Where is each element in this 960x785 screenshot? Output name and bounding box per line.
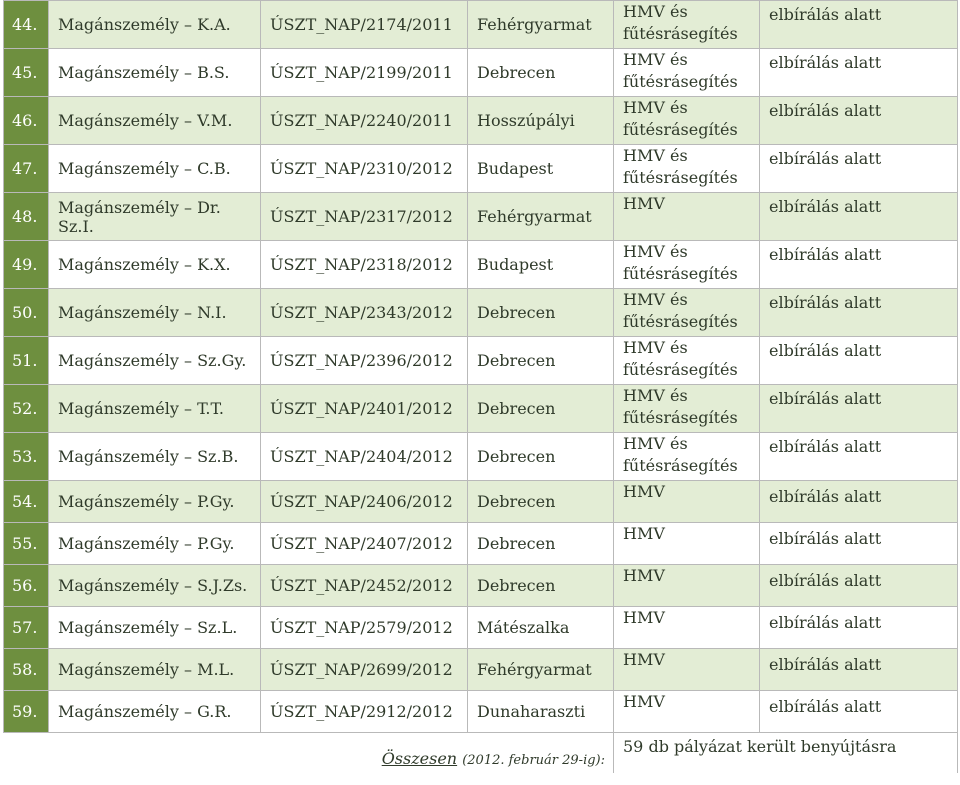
row-number: 44. bbox=[4, 1, 49, 49]
reference-code: ÚSZT_NAP/2317/2012 bbox=[261, 193, 468, 241]
status: elbírálás alatt bbox=[760, 337, 958, 385]
applicant-name: Magánszemély – V.M. bbox=[49, 97, 261, 145]
applicant-name: Magánszemély – Sz.Gy. bbox=[49, 337, 261, 385]
total-label: Összesen bbox=[381, 748, 458, 768]
total-date: (2012. február 29-ig): bbox=[462, 752, 605, 768]
row-number: 46. bbox=[4, 97, 49, 145]
city: Budapest bbox=[468, 145, 614, 193]
city: Mátészalka bbox=[468, 607, 614, 649]
table-row bbox=[4, 385, 958, 433]
row-number: 48. bbox=[4, 193, 49, 241]
applicant-name: Magánszemély – N.I. bbox=[49, 289, 261, 337]
row-number: 45. bbox=[4, 49, 49, 97]
table-row bbox=[4, 1, 958, 49]
system-type: HMV bbox=[614, 565, 760, 607]
table-row bbox=[4, 193, 958, 241]
total-label-cell bbox=[261, 733, 614, 773]
applicant-name: Magánszemély – B.S. bbox=[49, 49, 261, 97]
row-number: 59. bbox=[4, 691, 49, 733]
status: elbírálás alatt bbox=[760, 607, 958, 649]
system-type: HMV bbox=[614, 481, 760, 523]
row-number: 57. bbox=[4, 607, 49, 649]
city: Fehérgyarmat bbox=[468, 649, 614, 691]
applications-table bbox=[3, 0, 958, 773]
city: Debrecen bbox=[468, 337, 614, 385]
system-type: HMV és fűtésrásegítés bbox=[614, 433, 760, 481]
total-spacer bbox=[4, 733, 261, 773]
applicant-name: Magánszemély – G.R. bbox=[49, 691, 261, 733]
city: Budapest bbox=[468, 241, 614, 289]
city: Debrecen bbox=[468, 289, 614, 337]
applicant-name: Magánszemély – K.X. bbox=[49, 241, 261, 289]
reference-code: ÚSZT_NAP/2404/2012 bbox=[261, 433, 468, 481]
city: Dunaharaszti bbox=[468, 691, 614, 733]
system-type: HMV és fűtésrásegítés bbox=[614, 289, 760, 337]
row-number: 55. bbox=[4, 523, 49, 565]
table-row bbox=[4, 433, 958, 481]
system-type: HMV bbox=[614, 691, 760, 733]
status: elbírálás alatt bbox=[760, 145, 958, 193]
reference-code: ÚSZT_NAP/2407/2012 bbox=[261, 523, 468, 565]
city: Debrecen bbox=[468, 385, 614, 433]
table-row bbox=[4, 145, 958, 193]
table-row bbox=[4, 523, 958, 565]
table-row bbox=[4, 649, 958, 691]
applicant-name: Magánszemély – M.L. bbox=[49, 649, 261, 691]
city: Debrecen bbox=[468, 481, 614, 523]
status: elbírálás alatt bbox=[760, 1, 958, 49]
reference-code: ÚSZT_NAP/2912/2012 bbox=[261, 691, 468, 733]
applicant-name: Magánszemély – T.T. bbox=[49, 385, 261, 433]
reference-code: ÚSZT_NAP/2579/2012 bbox=[261, 607, 468, 649]
row-number: 56. bbox=[4, 565, 49, 607]
applicant-name: Magánszemély – Sz.B. bbox=[49, 433, 261, 481]
applicant-name: Magánszemély – Dr. Sz.I. bbox=[49, 193, 261, 241]
system-type: HMV és fűtésrásegítés bbox=[614, 97, 760, 145]
status: elbírálás alatt bbox=[760, 49, 958, 97]
reference-code: ÚSZT_NAP/2343/2012 bbox=[261, 289, 468, 337]
status: elbírálás alatt bbox=[760, 433, 958, 481]
applicant-name: Magánszemély – P.Gy. bbox=[49, 481, 261, 523]
status: elbírálás alatt bbox=[760, 289, 958, 337]
status: elbírálás alatt bbox=[760, 241, 958, 289]
applications-table-body bbox=[4, 1, 958, 773]
city: Debrecen bbox=[468, 49, 614, 97]
city: Debrecen bbox=[468, 523, 614, 565]
reference-code: ÚSZT_NAP/2401/2012 bbox=[261, 385, 468, 433]
reference-code: ÚSZT_NAP/2699/2012 bbox=[261, 649, 468, 691]
row-number: 53. bbox=[4, 433, 49, 481]
status: elbírálás alatt bbox=[760, 523, 958, 565]
total-row bbox=[4, 733, 958, 773]
table-row bbox=[4, 481, 958, 523]
applicant-name: Magánszemély – P.Gy. bbox=[49, 523, 261, 565]
system-type: HMV és fűtésrásegítés bbox=[614, 145, 760, 193]
table-row bbox=[4, 607, 958, 649]
reference-code: ÚSZT_NAP/2406/2012 bbox=[261, 481, 468, 523]
city: Debrecen bbox=[468, 565, 614, 607]
system-type: HMV és fűtésrásegítés bbox=[614, 385, 760, 433]
city: Fehérgyarmat bbox=[468, 1, 614, 49]
system-type: HMV bbox=[614, 649, 760, 691]
reference-code: ÚSZT_NAP/2174/2011 bbox=[261, 1, 468, 49]
table-row bbox=[4, 337, 958, 385]
reference-code: ÚSZT_NAP/2199/2011 bbox=[261, 49, 468, 97]
table-row bbox=[4, 49, 958, 97]
table-row bbox=[4, 691, 958, 733]
status: elbírálás alatt bbox=[760, 565, 958, 607]
status: elbírálás alatt bbox=[760, 691, 958, 733]
row-number: 50. bbox=[4, 289, 49, 337]
reference-code: ÚSZT_NAP/2240/2011 bbox=[261, 97, 468, 145]
reference-code: ÚSZT_NAP/2310/2012 bbox=[261, 145, 468, 193]
system-type: HMV és fűtésrásegítés bbox=[614, 1, 760, 49]
system-type: HMV és fűtésrásegítés bbox=[614, 241, 760, 289]
table-row bbox=[4, 97, 958, 145]
system-type: HMV bbox=[614, 193, 760, 241]
row-number: 52. bbox=[4, 385, 49, 433]
system-type: HMV bbox=[614, 607, 760, 649]
row-number: 54. bbox=[4, 481, 49, 523]
row-number: 47. bbox=[4, 145, 49, 193]
status: elbírálás alatt bbox=[760, 97, 958, 145]
row-number: 58. bbox=[4, 649, 49, 691]
city: Fehérgyarmat bbox=[468, 193, 614, 241]
system-type: HMV és fűtésrásegítés bbox=[614, 337, 760, 385]
system-type: HMV bbox=[614, 523, 760, 565]
status: elbírálás alatt bbox=[760, 481, 958, 523]
row-number: 49. bbox=[4, 241, 49, 289]
row-number: 51. bbox=[4, 337, 49, 385]
status: elbírálás alatt bbox=[760, 193, 958, 241]
total-value: 59 db pályázat került benyújtásra bbox=[614, 733, 958, 773]
table-row bbox=[4, 241, 958, 289]
table-row bbox=[4, 565, 958, 607]
city: Hosszúpályi bbox=[468, 97, 614, 145]
applicant-name: Magánszemély – S.J.Zs. bbox=[49, 565, 261, 607]
applicant-name: Magánszemély – K.A. bbox=[49, 1, 261, 49]
applicant-name: Magánszemély – C.B. bbox=[49, 145, 261, 193]
applicant-name: Magánszemély – Sz.L. bbox=[49, 607, 261, 649]
reference-code: ÚSZT_NAP/2452/2012 bbox=[261, 565, 468, 607]
table-row bbox=[4, 289, 958, 337]
system-type: HMV és fűtésrásegítés bbox=[614, 49, 760, 97]
reference-code: ÚSZT_NAP/2396/2012 bbox=[261, 337, 468, 385]
reference-code: ÚSZT_NAP/2318/2012 bbox=[261, 241, 468, 289]
status: elbírálás alatt bbox=[760, 385, 958, 433]
city: Debrecen bbox=[468, 433, 614, 481]
status: elbírálás alatt bbox=[760, 649, 958, 691]
